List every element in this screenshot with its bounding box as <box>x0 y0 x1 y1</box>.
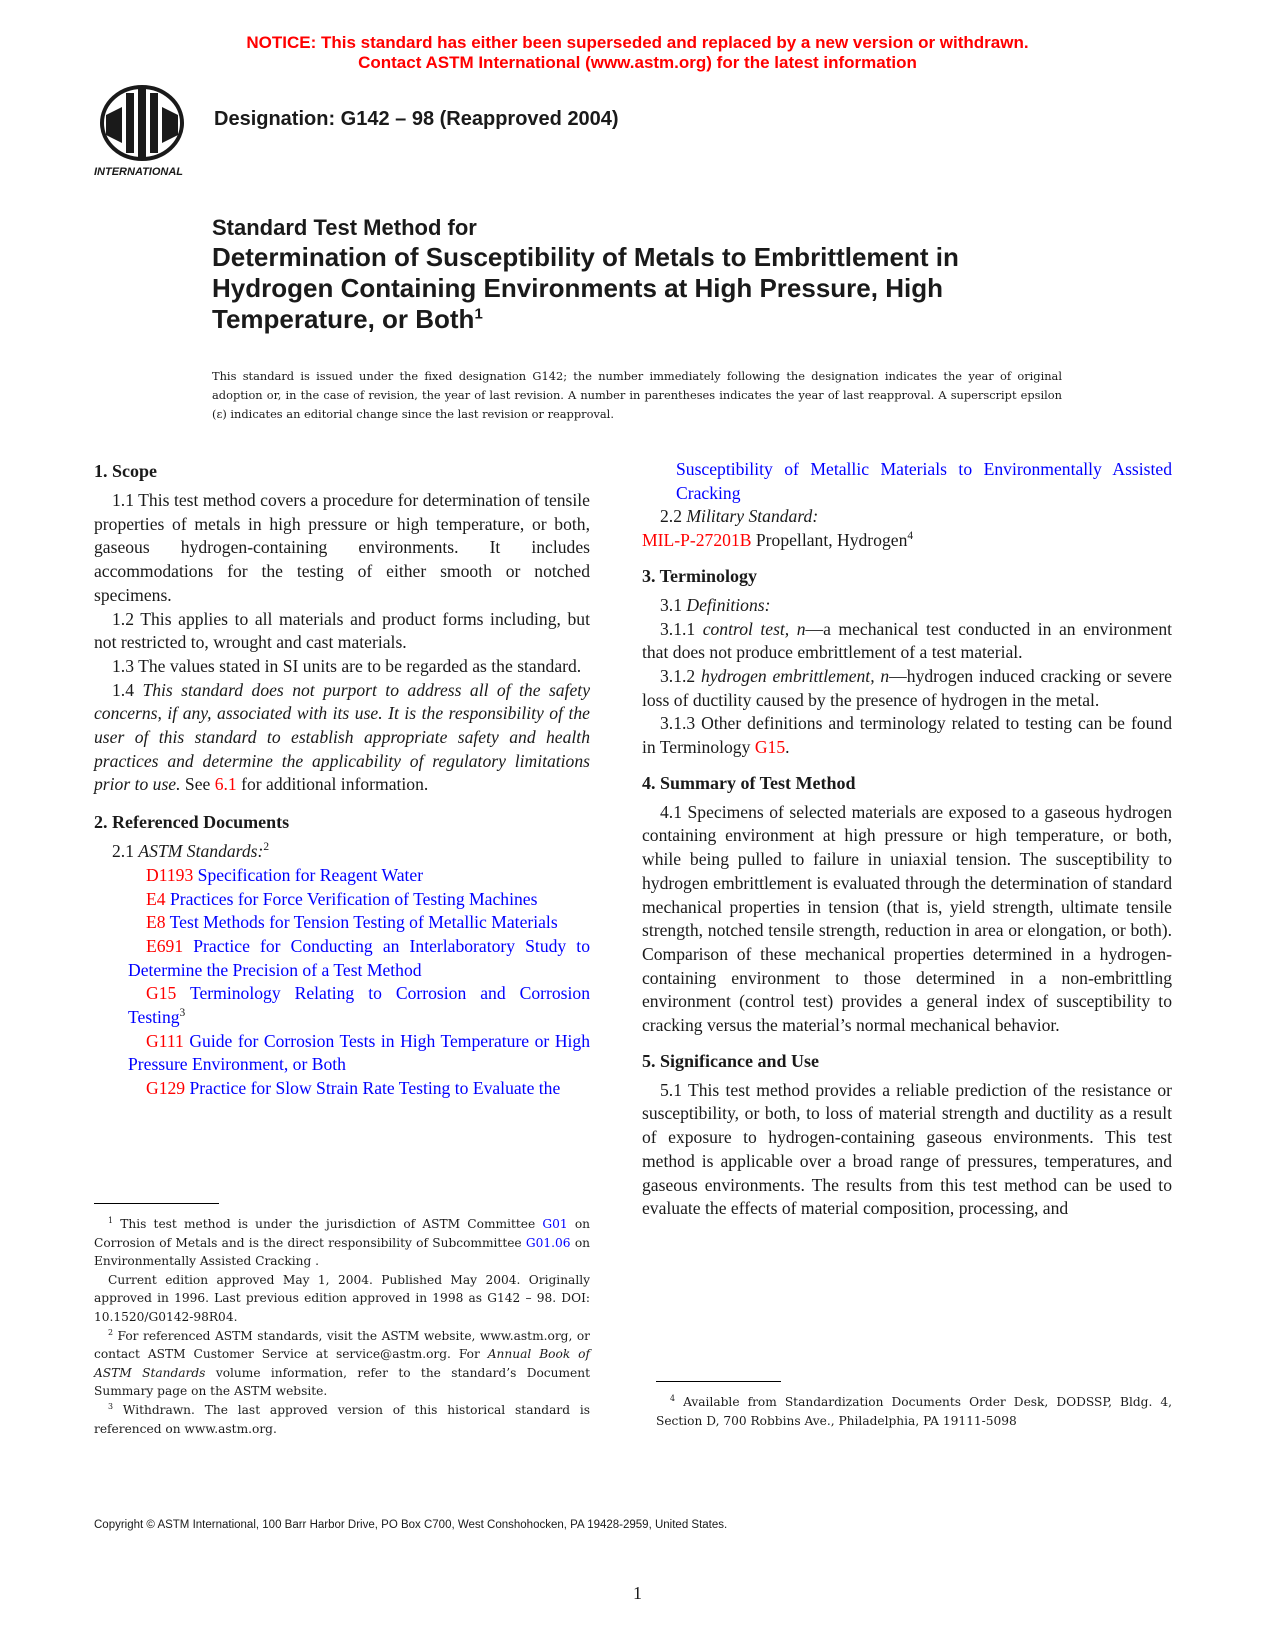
fn2-italic: Annual Book of ASTM Standards <box>94 1347 590 1380</box>
logo-subtext: INTERNATIONAL <box>94 166 184 178</box>
section-heading-scope: 1. Scope <box>94 461 157 481</box>
scope-p3: 1.3 The values stated in SI units are to be regarded as the standard. <box>112 655 582 676</box>
footnote-rule-right <box>656 1381 781 1382</box>
fn4-mark: 4 <box>670 1393 676 1403</box>
section-heading-summary: 4. Summary of Test Method <box>642 772 856 793</box>
ref-item <box>94 888 590 912</box>
footnotes-right <box>656 1393 1172 1430</box>
link-g01[interactable]: G01 <box>542 1217 568 1231</box>
designation: Designation: G142 – 98 (Reapproved 2004) <box>214 108 619 130</box>
astm-label-sup: 2 <box>263 841 270 854</box>
d1-term: control test, n <box>702 618 806 639</box>
link-g01-06[interactable]: G01.06 <box>525 1235 571 1250</box>
astm-logo-icon <box>92 85 200 180</box>
fn4-text: Available from Standardization Documents Order Desk, DODSSP, Bldg. 4, Section D, 700 Robbins Ave., Philadelphia, PA 19111-5098 <box>656 1395 1172 1428</box>
fn2-mark: 2 <box>108 1327 114 1337</box>
right-column <box>642 458 1172 1221</box>
astm-standards-label <box>94 840 590 864</box>
scope-p4-end: for additional information. <box>241 774 429 795</box>
ref-code-link[interactable]: G129 <box>146 1078 186 1099</box>
ref-code-link[interactable]: G15 <box>146 983 177 1004</box>
fn3-text: Withdrawn. The last approved version of this historical standard is referenced on www.astm.org. <box>94 1402 590 1436</box>
copyright-notice: Copyright © ASTM International, 100 Barr Harbor Drive, PO Box C700, West Conshohocken, PA 19428-2959, United States. <box>94 1519 728 1531</box>
ref-title-link[interactable]: Practice for Slow Strain Rate Testing to Evaluate the <box>189 1078 561 1099</box>
title-line-2: Determination of Susceptibility of Metals to Embrittlement in <box>212 242 959 272</box>
ref-title-link[interactable]: Terminology Relating to Corrosion and Corrosion Testing <box>128 983 590 1028</box>
scope-p4 <box>94 679 590 798</box>
ref-item <box>94 1077 590 1101</box>
g129-continuation <box>642 458 1172 505</box>
d3-end: . <box>785 737 790 758</box>
definition-hydrogen-embrittlement <box>642 665 1172 712</box>
ref-title-link[interactable]: Guide for Corrosion Tests in High Temperature or High Pressure Environment, or Both <box>128 1030 591 1075</box>
notice-line-1: NOTICE: This standard has either been superseded and replaced by a new version or withdrawn. <box>246 33 1029 52</box>
mil-sup: 4 <box>907 530 914 543</box>
ref-code-link[interactable]: E691 <box>146 935 184 956</box>
fn1-a: This test method is under the jurisdiction of ASTM Committee <box>120 1217 536 1231</box>
mil-ref-item <box>642 529 1172 553</box>
title-line-4: Temperature, or Both <box>212 304 475 334</box>
section-heading-refdocs: 2. Referenced Documents <box>94 812 290 833</box>
fn2-b: volume information, refer to the standard’s Document Summary page on the ASTM website. <box>94 1365 590 1399</box>
footnotes-left <box>94 1215 590 1438</box>
astm-label-text: ASTM Standards: <box>138 841 264 862</box>
ref-item <box>94 864 590 888</box>
link-g15[interactable]: G15 <box>754 737 786 758</box>
ref-code-link[interactable]: D1193 <box>146 864 194 885</box>
d2-text: —hydrogen induced cracking or severe loss of ductility caused by the presence of hydrogen in the metal. <box>642 665 1172 710</box>
title-footnote-mark: 1 <box>474 305 483 323</box>
footnote-1-edition: Current edition approved May 1, 2004. Published May 2004. Originally approved in 1996. Last previous edition approved in 1998 as G142 – 98. DOI: 10.1520/G0142-98R04. <box>94 1272 590 1324</box>
ref-code-link[interactable]: E8 <box>146 912 166 933</box>
military-standard-label <box>642 505 1172 529</box>
ref-item <box>94 935 590 982</box>
defs-num: 3.1 <box>660 594 682 615</box>
definition-other <box>642 712 1172 759</box>
d3-text: 3.1.3 Other definitions and terminology related to testing can be found in Terminology <box>642 713 1172 758</box>
scope-p4-num: 1.4 <box>112 679 134 700</box>
footnote-1 <box>94 1215 590 1271</box>
ref-code-link[interactable]: E4 <box>146 888 166 909</box>
d2-num: 3.1.2 <box>660 665 696 686</box>
footnote-3 <box>94 1401 590 1438</box>
mil-title: Propellant, Hydrogen <box>755 530 908 551</box>
fn1-b: on Corrosion of Metals and is the direct responsibility of Subcommittee <box>94 1217 591 1250</box>
definitions-label <box>642 594 1172 618</box>
ref-title-link[interactable]: Practices for Force Verification of Testing Machines <box>169 888 538 909</box>
military-num: 2.2 <box>660 506 682 527</box>
title-line-1: Standard Test Method for <box>212 215 477 240</box>
ref-list <box>94 864 590 1101</box>
notice-banner <box>0 33 1275 73</box>
defs-label-text: Definitions: <box>686 594 771 615</box>
document-title <box>212 214 1112 335</box>
scope-p2: 1.2 This applies to all materials and product forms including, but not restricted to, wrought and cast materials. <box>94 608 590 653</box>
notice-line-2: Contact ASTM International (www.astm.org) for the latest information <box>358 53 917 72</box>
page-number: 1 <box>633 1583 642 1603</box>
issue-note: This standard is issued under the fixed designation G142; the number immediately following the designation indicates the year of original adoption or, in the case of revision, the year of last revision. A number in parentheses indicates the year of last reapproval. A superscript epsilon (ε) indicates an editorial change since the last revision or reapproval. <box>212 369 1062 421</box>
footnote-2 <box>94 1327 590 1401</box>
fn1-c: on Environmentally Assisted Cracking . <box>94 1235 590 1269</box>
d2-term: hydrogen embrittlement, n <box>700 665 890 686</box>
ref-footnote-mark: 3 <box>179 1007 186 1020</box>
astm-label-num: 2.1 <box>112 841 134 862</box>
link-section-6-1[interactable]: 6.1 <box>214 774 237 795</box>
ref-item <box>94 982 590 1029</box>
d1-text: —a mechanical test conducted in an environment that does not produce embrittlement of a test material. <box>642 618 1172 663</box>
ref-title-link[interactable]: Specification for Reagent Water <box>197 864 424 885</box>
ref-title-link[interactable]: Test Methods for Tension Testing of Metallic Materials <box>169 912 558 933</box>
ref-title-link-cont[interactable]: Susceptibility of Metallic Materials to Environmentally Assisted Cracking <box>676 459 1172 503</box>
title-line-3: Hydrogen Containing Environments at High Pressure, High <box>212 273 943 303</box>
footnote-rule-left <box>94 1203 219 1204</box>
ref-item <box>94 911 590 935</box>
left-column <box>94 460 590 1101</box>
summary-p1: 4.1 Specimens of selected materials are exposed to a gaseous hydrogen containing environment at high pressure or high temperature, or both, while being pulled to failure in uniaxial tension. The susceptibility to hydrogen embrittlement is evaluated through the determination of standard mechanical properties in tension (that is, yield strength, ultimate tensile strength, notched tensile strength, reduction in area or elongation, or both). Comparison of these mechanical properties determined in a hydrogen-containing environment to those determined in a non-embrittling environment (control test) provides a general index of susceptibility to cracking versus the material’s normal mechanical behavior. <box>642 801 1172 1036</box>
ref-item <box>94 1030 590 1077</box>
footnote-4 <box>656 1393 1172 1430</box>
scope-p1: 1.1 This test method covers a procedure for determination of tensile properties of metals in high pressure or high temperature, or both, gaseous hydrogen-containing environments. It includes accommodations for the testing of either smooth or notched specimens. <box>94 490 590 605</box>
definition-control-test <box>642 618 1172 665</box>
section-heading-terminology: 3. Terminology <box>642 565 758 586</box>
d1-num: 3.1.1 <box>660 618 696 639</box>
significance-p1: 5.1 This test method provides a reliable prediction of the resistance or susceptibility, or both, to loss of material strength and ductility as a result of exposure to hydrogen-containing gaseous environments. This test method is applicable over a broad range of pressures, temperatures, and gaseous environments. The results from this test method can be used to evaluate the effects of material composition, processing, and <box>642 1079 1172 1219</box>
fn3-mark: 3 <box>108 1401 114 1411</box>
safety-statement: This standard does not purport to address all of the safety concerns, if any, associated with its use. It is the responsibility of the user of this standard to establish appropriate safety and health practices and determine the applicability of regulatory limitations prior to use. <box>94 679 590 795</box>
ref-code-link[interactable]: G111 <box>146 1030 184 1051</box>
scope-p4-see: See <box>184 774 211 795</box>
mil-code-link[interactable]: MIL-P-27201B <box>642 530 752 551</box>
ref-title-link[interactable]: Practice for Conducting an Interlaboratory Study to Determine the Precision of a Test Method <box>128 935 590 980</box>
fn2-a: For referenced ASTM standards, visit the ASTM website, www.astm.org, or contact ASTM Customer Service at service@astm.org. For <box>94 1328 590 1362</box>
section-heading-significance: 5. Significance and Use <box>642 1050 820 1071</box>
fn1-mark: 1 <box>108 1215 114 1225</box>
military-label-text: Military Standard: <box>686 506 819 527</box>
